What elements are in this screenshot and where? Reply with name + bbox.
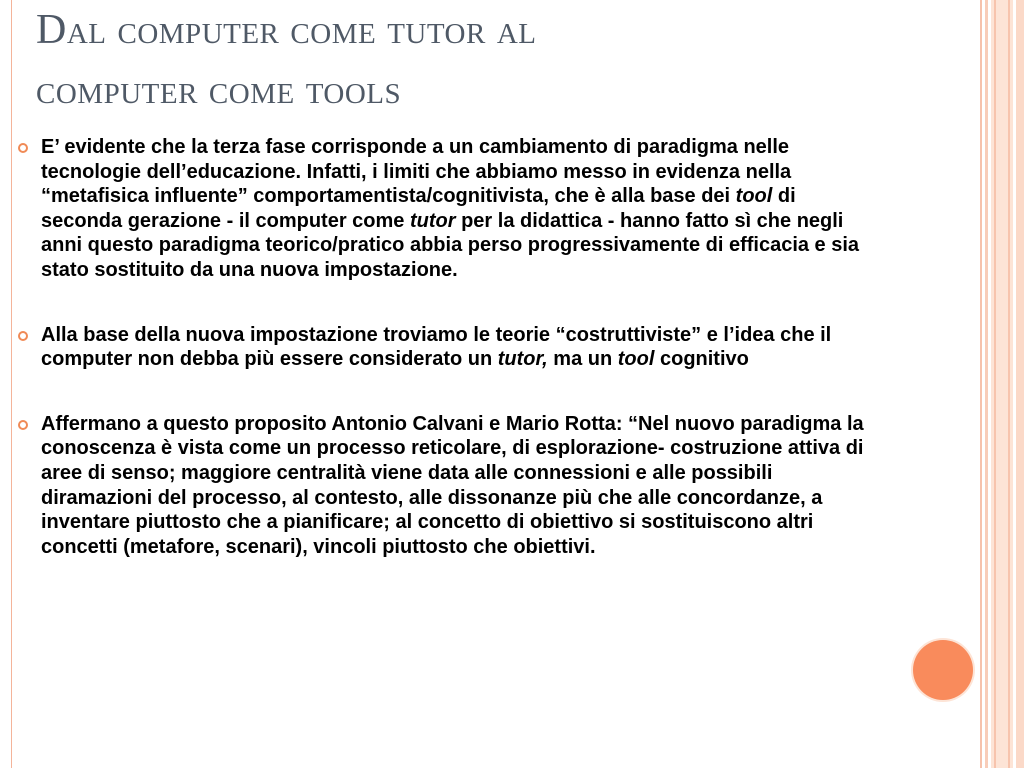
bullet-italic-text: tutor bbox=[409, 209, 456, 232]
right-decorative-stripes bbox=[980, 0, 1024, 768]
bullet-italic-text: tool bbox=[735, 185, 773, 208]
bullet-text: Affermano a questo proposito Antonio Calvani e Mario Rotta: “Nel nuovo paradigma la conoscenza è vista come un processo reticolare, di esplorazione- costruzione attiva di aree di senso; maggiore centralità viene data alle connessioni e alle possibili diramazioni del processo, al contesto, alle dissonanze più che alle concordanze, a inventare piuttosto che a pianificare; al concetto di obiettivo si sostituiscono altri concetti (metafore, scenari), vincoli piuttosto che obiettivi. bbox=[41, 412, 864, 558]
bullet-italic-text: tool bbox=[617, 348, 655, 371]
bullet-list bbox=[16, 135, 866, 559]
bullet-italic-text: tutor, bbox=[497, 348, 548, 371]
bullet-text: Alla base della nuova impostazione troviamo le teorie “costruttiviste” e l’idea che il computer non debba più essere considerato un bbox=[41, 323, 832, 371]
bullet-text: cognitivo bbox=[654, 348, 749, 371]
bullet-item bbox=[16, 323, 866, 372]
bullet-text: per la didattica - hanno fatto sì che negli anni questo paradigma teorico/pratico abbia perso progressivamente di efficacia e sia stato sostituito da una nuova impostazione. bbox=[41, 209, 860, 281]
bullet-circle-icon bbox=[18, 331, 28, 341]
bullet-item bbox=[16, 412, 866, 560]
bullet-item bbox=[16, 135, 866, 283]
title-line-1: Dal computer come tutor al bbox=[36, 7, 537, 53]
slide-title bbox=[36, 0, 916, 120]
bullet-circle-icon bbox=[18, 143, 28, 153]
bullet-text: di seconda gerazione - il computer come bbox=[41, 185, 796, 232]
decorative-circle bbox=[913, 640, 973, 700]
bullet-text: ma un bbox=[547, 348, 618, 371]
bullet-text: E’ evidente che la terza fase corrisponde a un cambiamento di paradigma nelle tecnologie dell’educazione. Infatti, i limiti che abbiamo messo in evidenza nella “metafisica influente” comportamentista/cognitivista, che è alla base dei bbox=[41, 136, 792, 208]
bullet-circle-icon bbox=[18, 420, 28, 430]
title-line-2: computer come tools bbox=[36, 67, 402, 113]
left-border-line bbox=[11, 0, 12, 768]
